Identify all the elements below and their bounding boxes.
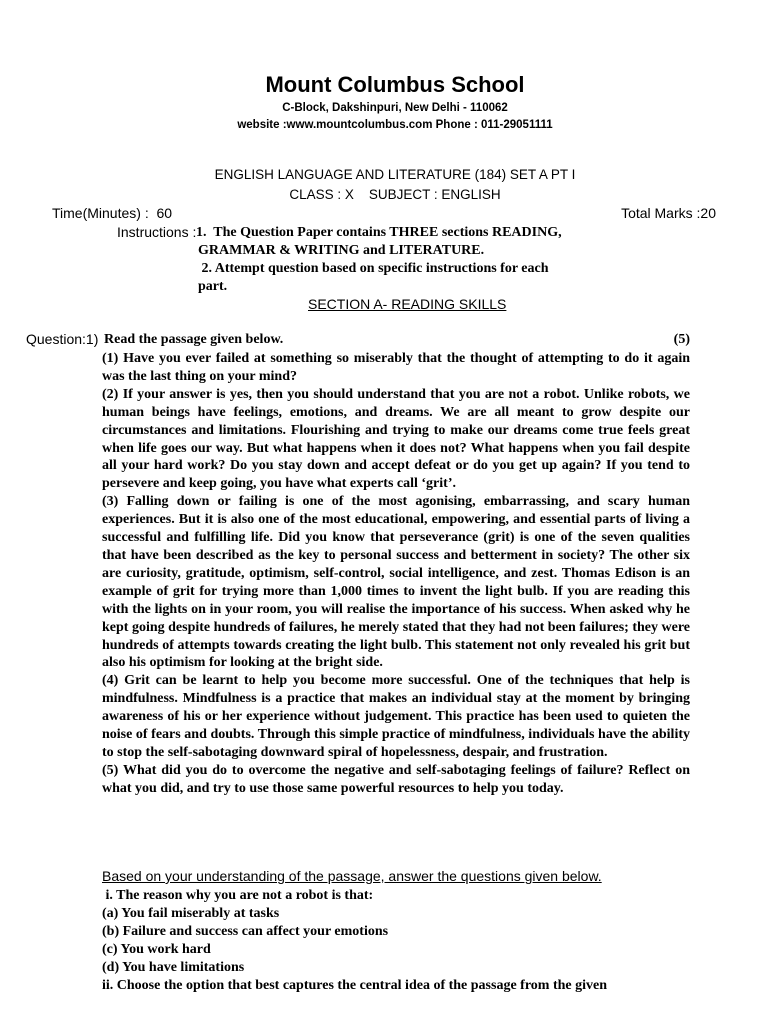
sub-questions	[102, 887, 702, 995]
instruction-1-line-2: GRAMMAR & WRITING and LITERATURE.	[198, 243, 485, 258]
school-address: C-Block, Dakshinpuri, New Delhi - 110062	[282, 102, 508, 114]
answer-option: (b) Failure and success can affect your emotions	[102, 924, 389, 939]
school-contact: website :www.mountcolumbus.com Phone : 011-29051111	[237, 119, 553, 131]
time-allowed: Time(Minutes) : 60	[52, 205, 173, 221]
reading-passage	[102, 350, 690, 798]
instructions-label: Instructions :	[117, 224, 197, 240]
answer-option: (a) You fail miserably at tasks	[102, 906, 280, 921]
passage-paragraph: (1) Have you ever failed at something so miserably that the thought of attempting to do it again was the last thing on your mind?	[102, 351, 690, 384]
paper-title: ENGLISH LANGUAGE AND LITERATURE (184) SET A PT I	[214, 167, 576, 182]
passage-paragraph: (5) What did you do to overcome the negative and self-sabotaging feelings of failure? Reflect on what you did, and try to use those same powerful resources to help you today.	[102, 762, 690, 796]
answer-option: (d) You have limitations	[102, 960, 245, 975]
passage-paragraph: (2) If your answer is yes, then you should understand that you are not a robot. Unlike robots, we human beings have feelings, emotions, and dreams. We are all meant to grow despite our circumstances and limitations. Flourishing and trying to make our dreams come true feels great when life goes our way. But what happens when it does not? What happens when you fail despite all your hard work? Do you stay down and accept defeat or do you get up again? If you tend to persevere and keep going, you have what experts call ‘grit’.	[102, 386, 690, 492]
section-title: SECTION A- READING SKILLS	[308, 296, 507, 312]
instruction-2-line-1: 2. Attempt question based on specific instructions for each	[198, 261, 549, 276]
question-label: Question:1)	[26, 331, 99, 347]
school-name: Mount Columbus School	[265, 72, 525, 97]
instruction-1-line-1: 1. The Question Paper contains THREE sections READING,	[196, 225, 562, 240]
sub-question: ii. Choose the option that best captures the central idea of the passage from the given	[102, 978, 608, 993]
instructions-text	[198, 224, 618, 296]
instruction-2-line-2: part.	[198, 279, 228, 294]
question-intro: Read the passage given below.	[104, 332, 284, 347]
class-subject: CLASS : X SUBJECT : ENGLISH	[289, 187, 501, 202]
question-marks: (5)	[673, 332, 690, 347]
total-marks: Total Marks :20	[621, 205, 716, 221]
passage-paragraph: (3) Falling down or failing is one of the most agonising, embarrassing, and scary human experiences. But it is also one of the most educational, empowering, and essential parts of living a successful and fulfilling life. Did you know that perseverance (grit) is one of the seven qualities that have been described as the key to personal success and betterment in society? The other six are curiosity, gratitude, optimism, self-control, social intelligence, and zest. Thomas Edison is an example of grit for trying more than 1,000 times to invent the light bulb. If you are reading this with the lights on in your room, you will realise the importance of his success. When asked why he kept going despite hundreds of failures, he merely stated that they had not been failures; they were hundreds of attempts towards creating the light bulb. This statement not only revealed his grit but also his optimism for looking at the bright side.	[102, 494, 690, 671]
passage-paragraph: (4) Grit can be learnt to help you become more successful. One of the techniques that help is mindfulness. Mindfulness is a practice that makes an individual stay at the moment by bringing awareness of his or her experience without judgement. This practice has been used to quieten the noise of fears and doubts. Through this simple practice of mindfulness, individuals have the ability to stop the self-sabotaging downward spiral of hopelessness, despair, and frustration.	[102, 673, 690, 760]
sub-question: i. The reason why you are not a robot is that:	[102, 888, 374, 903]
answer-option: (c) You work hard	[102, 942, 211, 957]
answer-instructions: Based on your understanding of the passage, answer the questions given below.	[102, 868, 602, 884]
